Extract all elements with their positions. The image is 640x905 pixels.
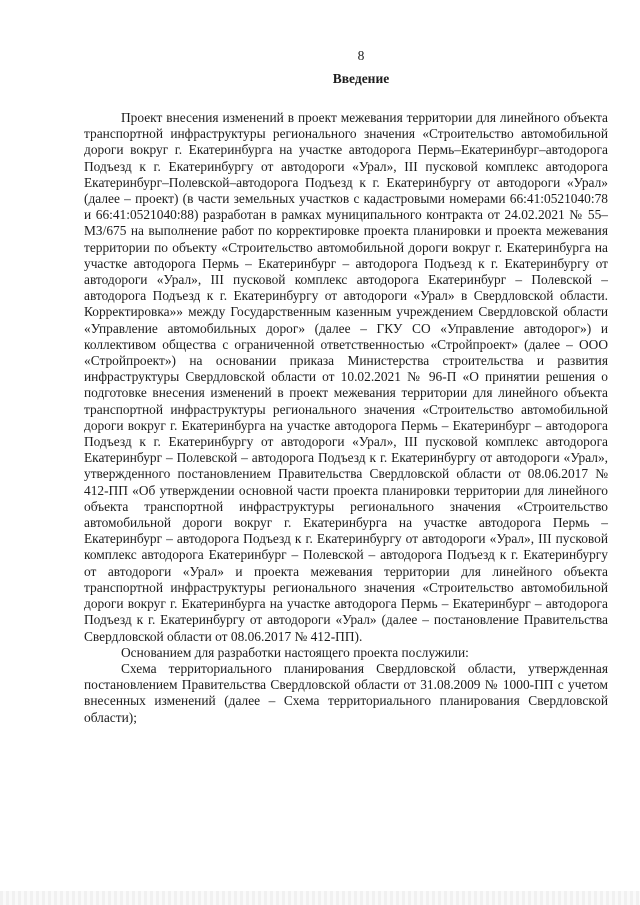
paragraph-basis: Основанием для разработки настоящего проекта послужили: (121, 644, 469, 660)
scan-edge (0, 891, 640, 905)
section-title: Введение (332, 71, 390, 86)
paragraph-intro: Проект внесения изменений в проект межевания территории для линейного объекта транспортной инфраструктуры регионального значения «Строительство автомобильной дороги вокруг г. Екатеринбурга на участке автодорога Пермь–Екатеринбург–автодорога Подъезд к г. Екатеринбургу от автодороги «Урал», III пусковой комплекс автодорога Екатеринбург–Полевской–автодорога Подъезд к г. Екатеринбургу от автодороги «Урал» (далее – проект) (в части земельных участков с кадастровыми номерами 66:41:0521040:78 и 66:41:0521040:88) разработан в рамках муниципального контракта от 24.02.2021 № 55–МЗ/675 на выполнение работ по корректировке проекта планировки и проекта межевания территории по объекту «Строительство автомобильной дороги вокруг г. Екатеринбурга на участке автодорога Пермь – Екатеринбург – автодорога Подъезд к г. Екатеринбургу от автодороги «Урал», III пусковой комплекс автодорога Екатеринбург – Полевской – автодорога Подъезд к г. Екатеринбургу от автодороги «Урал» в Свердловской области. Корректировка»» между Государственным казенным учреждением Свердловской области «Управление автомобильных дорог» (далее – ГКУ СО «Управление автодорог») и коллективом общества с ограниченной ответственностью «Стройпроект» (далее – ООО «Стройпроект») на основании приказа Министерства строительства и развития инфраструктуры Свердловской области от 10.02.2021 № 96-П «О принятии решения о подготовке внесения изменений в проект межевания территории для линейного объекта транспортной инфраструктуры регионального значения «Строительство автомобильной дороги вокруг г. Екатеринбурга на участке автодорога Пермь – Екатеринбург – автодорога Подъезд к г. Екатеринбургу от автодороги «Урал», III пусковой комплекс автодорога Екатеринбург – Полевской – автодорога Подъезд к г. Екатеринбургу от автодороги «Урал», утвержденного постановлением Правительства Свердловской области от 08.06.2017 № 412-ПП «Об утверждении основной части проекта планировки территории для линейного объекта транспортной инфраструктуры регионального значения «Строительство автомобильной дороги вокруг г. Екатеринбурга на участке автодорога Пермь – Екатеринбург – автодорога Подъезд к г. Екатеринбургу от автодороги «Урал», III пусковой комплекс автодорога Екатеринбург – Полевской – автодорога Подъезд к г. Екатеринбургу от автодороги «Урал» и проекта межевания территории для линейного объекта транспортной инфраструктуры регионального значения «Строительство автомобильной дороги вокруг г. Екатеринбурга на участке автодорога Пермь – Екатеринбург – автодорога Подъезд к г. Екатеринбургу от автодороги «Урал» (далее – постановление Правительства Свердловской области от 08.06.2017 № 412-ПП). (84, 110, 608, 644)
paragraph-scheme: Схема территориального планирования Свердловской области, утвержденная постановлением Правительства Свердловской области от 31.08.2009 № 1000-ПП с учетом внесенных изменений (далее – Схема территориального планирования Свердловской области); (84, 660, 608, 725)
page-number: 8 (357, 48, 365, 63)
